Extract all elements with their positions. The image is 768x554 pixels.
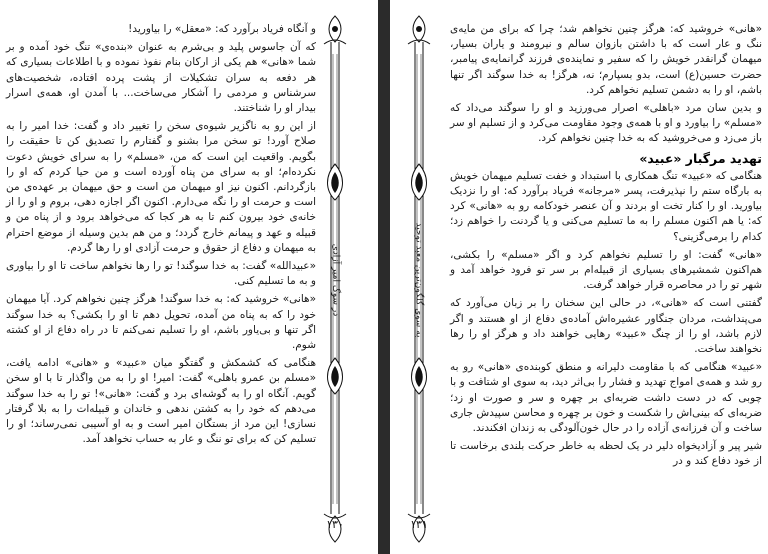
page-number-right: ۱۳۱ xyxy=(410,518,428,531)
section-heading: تهدید مرگبار «عبید» xyxy=(639,150,762,166)
paragraph: «هانی» خروشید که: هرگز چنین نخواهم شد؛ چرا که برای من مایه‌ی ننگ و عار است که با داشتن بازوان سالم و نیرومند و یاران بسیار، میهمان گرانقدر خویش را که سفیر و نماینده‌ی فرزند گرانمایه‌ی پیامبر، حضرت حسین(ع) است، بدو بسپارم؛ نه، هرگز! به خدا سوگند اگر تنها باشم، او را به دشمن تسلیم نخواهم کرد. xyxy=(450,23,762,96)
running-head-text: به سوی گلگون‌ترین معبد توحید xyxy=(414,222,424,338)
paragraph: که آن جاسوس پلید و بی‌شرم به عنوان «بنده‌ی» تنگ خود آمده و بر شما «هانی» هم یکی از ارکان بنام نفوذ نموده و با اطلاعات بسیاری که هر دفعه به سران تشکیلات از پشت پرده افتاده، شخصیت‌های سرشناس و مردمی را آشکار می‌ساخت... با آمدن او، همه‌ی اسرار بیدار او را شناختند. xyxy=(6,41,316,115)
page-number-left: ۱۳۰ xyxy=(326,518,344,531)
right-page-body xyxy=(450,22,762,473)
paragraph: گفتنی است که «هانی»، در حالی این سخنان را بر زبان می‌آورد که می‌پنداشت، مردان جنگاور عشیره‌اش آماده‌ی دفاع از او هستند و اگر لازم باشد، او را از چنگ «عبید» رهایی خواهند داد و هرگز او را رها نخواهند ساخت. xyxy=(450,297,762,356)
left-page xyxy=(0,0,378,554)
paragraph: «عبیدالله» گفت: به خدا سوگند! تو را رها نخواهم ساخت تا او را بیاوری و به ما تسلیم کنی. xyxy=(6,260,316,288)
paragraph: «هانی» گفت: او را تسلیم نخواهم کرد و اگر «مسلم» را بکشی، هم‌اکنون شمشیرهای بسیاری از قبیله‌ام بر سر تو فرود خواهد آمد و شهر تو را در محاصره قرار خواهد گرفت. xyxy=(450,248,762,292)
left-running-head xyxy=(320,170,350,390)
paragraph: «هانی» خروشید که: به خدا سوگند! هرگز چنین نخواهم کرد. آیا میهمان خود را که به پناه من آمده، تحویل دهم تا او را بکشی؟ به خدا سوگند اگر تنها و بی‌یاور باشم، او را تسلیم نمی‌کنم تا در راه دفاع از او کشته شوم. xyxy=(6,293,316,352)
paragraph: شیر پیر و آزادیخواه دلیر در یک لحظه به خاطر حرکت بلندی برخاست تا از خود دفاع کند و در xyxy=(450,440,762,468)
right-running-head xyxy=(404,170,434,390)
running-head-text: در سوگ امیر آزادی xyxy=(330,243,340,317)
paragraph: «عبید» هنگامی که با مقاومت دلیرانه و منطق کوبنده‌ی «هانی» رو به رو شد و همه‌ی امواج تهدید و فشار را بی‌اثر دید، به سوی او شتافت و با چوبی که در دست داشت ضربه‌ای بر چهره و سر و صورت او زد؛ ضربه‌ای که بینی‌اش را شکست و خون بر چهره و محاسن سپیدش جاری ساخت و آن فرزانه‌ی آزاده را در حال خون‌آلودگی به زندان افکندند. xyxy=(450,361,762,435)
left-page-body xyxy=(6,22,316,450)
book-gutter xyxy=(378,0,390,554)
paragraph: از این رو به ناگزیر شیوه‌ی سخن را تغییر داد و گفت: خدا امیر را به صلاح آورد! تو سخن مرا بشنو و گفتارم را تصدیق کن تا حقیقت را بگویم. واقعیت این است که من، «مسلم» را به سرای خویش دعوت نکرده‌ام؛ او به سرای من پناه آورده است و من حیا کردم که او را بازگردانم. اکنون نیز او میهمان من است و حق میهمان بر عهده‌ی من است و حرمت او را نگه می‌دارم. اکنون اگر اجازه دهی، بروم و او را از خانه‌ی خود بیرون کنم تا به هر کجا که می‌خواهد برود و از پناه من و قبیله و عهد و پیمانم خارج گردد؛ و من هم بدین وسیله از موضع احترام به میهمان و دفاع از حقوق و حرمت آزادی او را رها گردم. xyxy=(6,120,316,254)
right-page xyxy=(390,0,768,554)
paragraph: و آنگاه فریاد برآورد که: «معقل» را بیاورید! xyxy=(128,23,316,35)
paragraph: هنگامی که کشمکش و گفتگو میان «عبید» و «هانی» ادامه یافت، «مسلم بن عمرو باهلی» گفت: امیر! او را به من واگذار تا با او سخن گویم. آنگاه او را به گوشه‌ای برد و گفت: «هانی»! تو را به خدا سوگند می‌دهم که خود را به کشتن ندهی و خاندان و قبیله‌ات را به بلا گرفتار نسازی! این مرد از بستگان امیر است و به او آسیبی نمی‌رساند؛ او را تسلیم کن که برای تو ننگ و عار به حساب نخواهد آمد. xyxy=(6,357,316,446)
paragraph: هنگامی که «عبید» تنگ همکاری با استبداد و خفت تسلیم میهمان خویش به بارگاه ستم را نپذیرفت، پسر «مرجانه» فریاد برآورد که: او را نزدیک بیاورید. او را کنار تخت او بردند و آن عنصر خودکامه رو به «هانی» کرد که: یا هم اکنون مسلم را به ما تسلیم می‌کنی و یا گردنت را خواهم زد؛ کدام را برمی‌گزینی؟ xyxy=(450,169,762,243)
paragraph: و بدین سان مرد «باهلی» اصرار می‌ورزید و او را سوگند می‌داد که «مسلم» را بیاورد و او با همه‌ی وجود مقاومت می‌کرد و از تسلیم او سر باز می‌زد و می‌خروشید که به خدا چنین نخواهم کرد. xyxy=(450,102,762,145)
